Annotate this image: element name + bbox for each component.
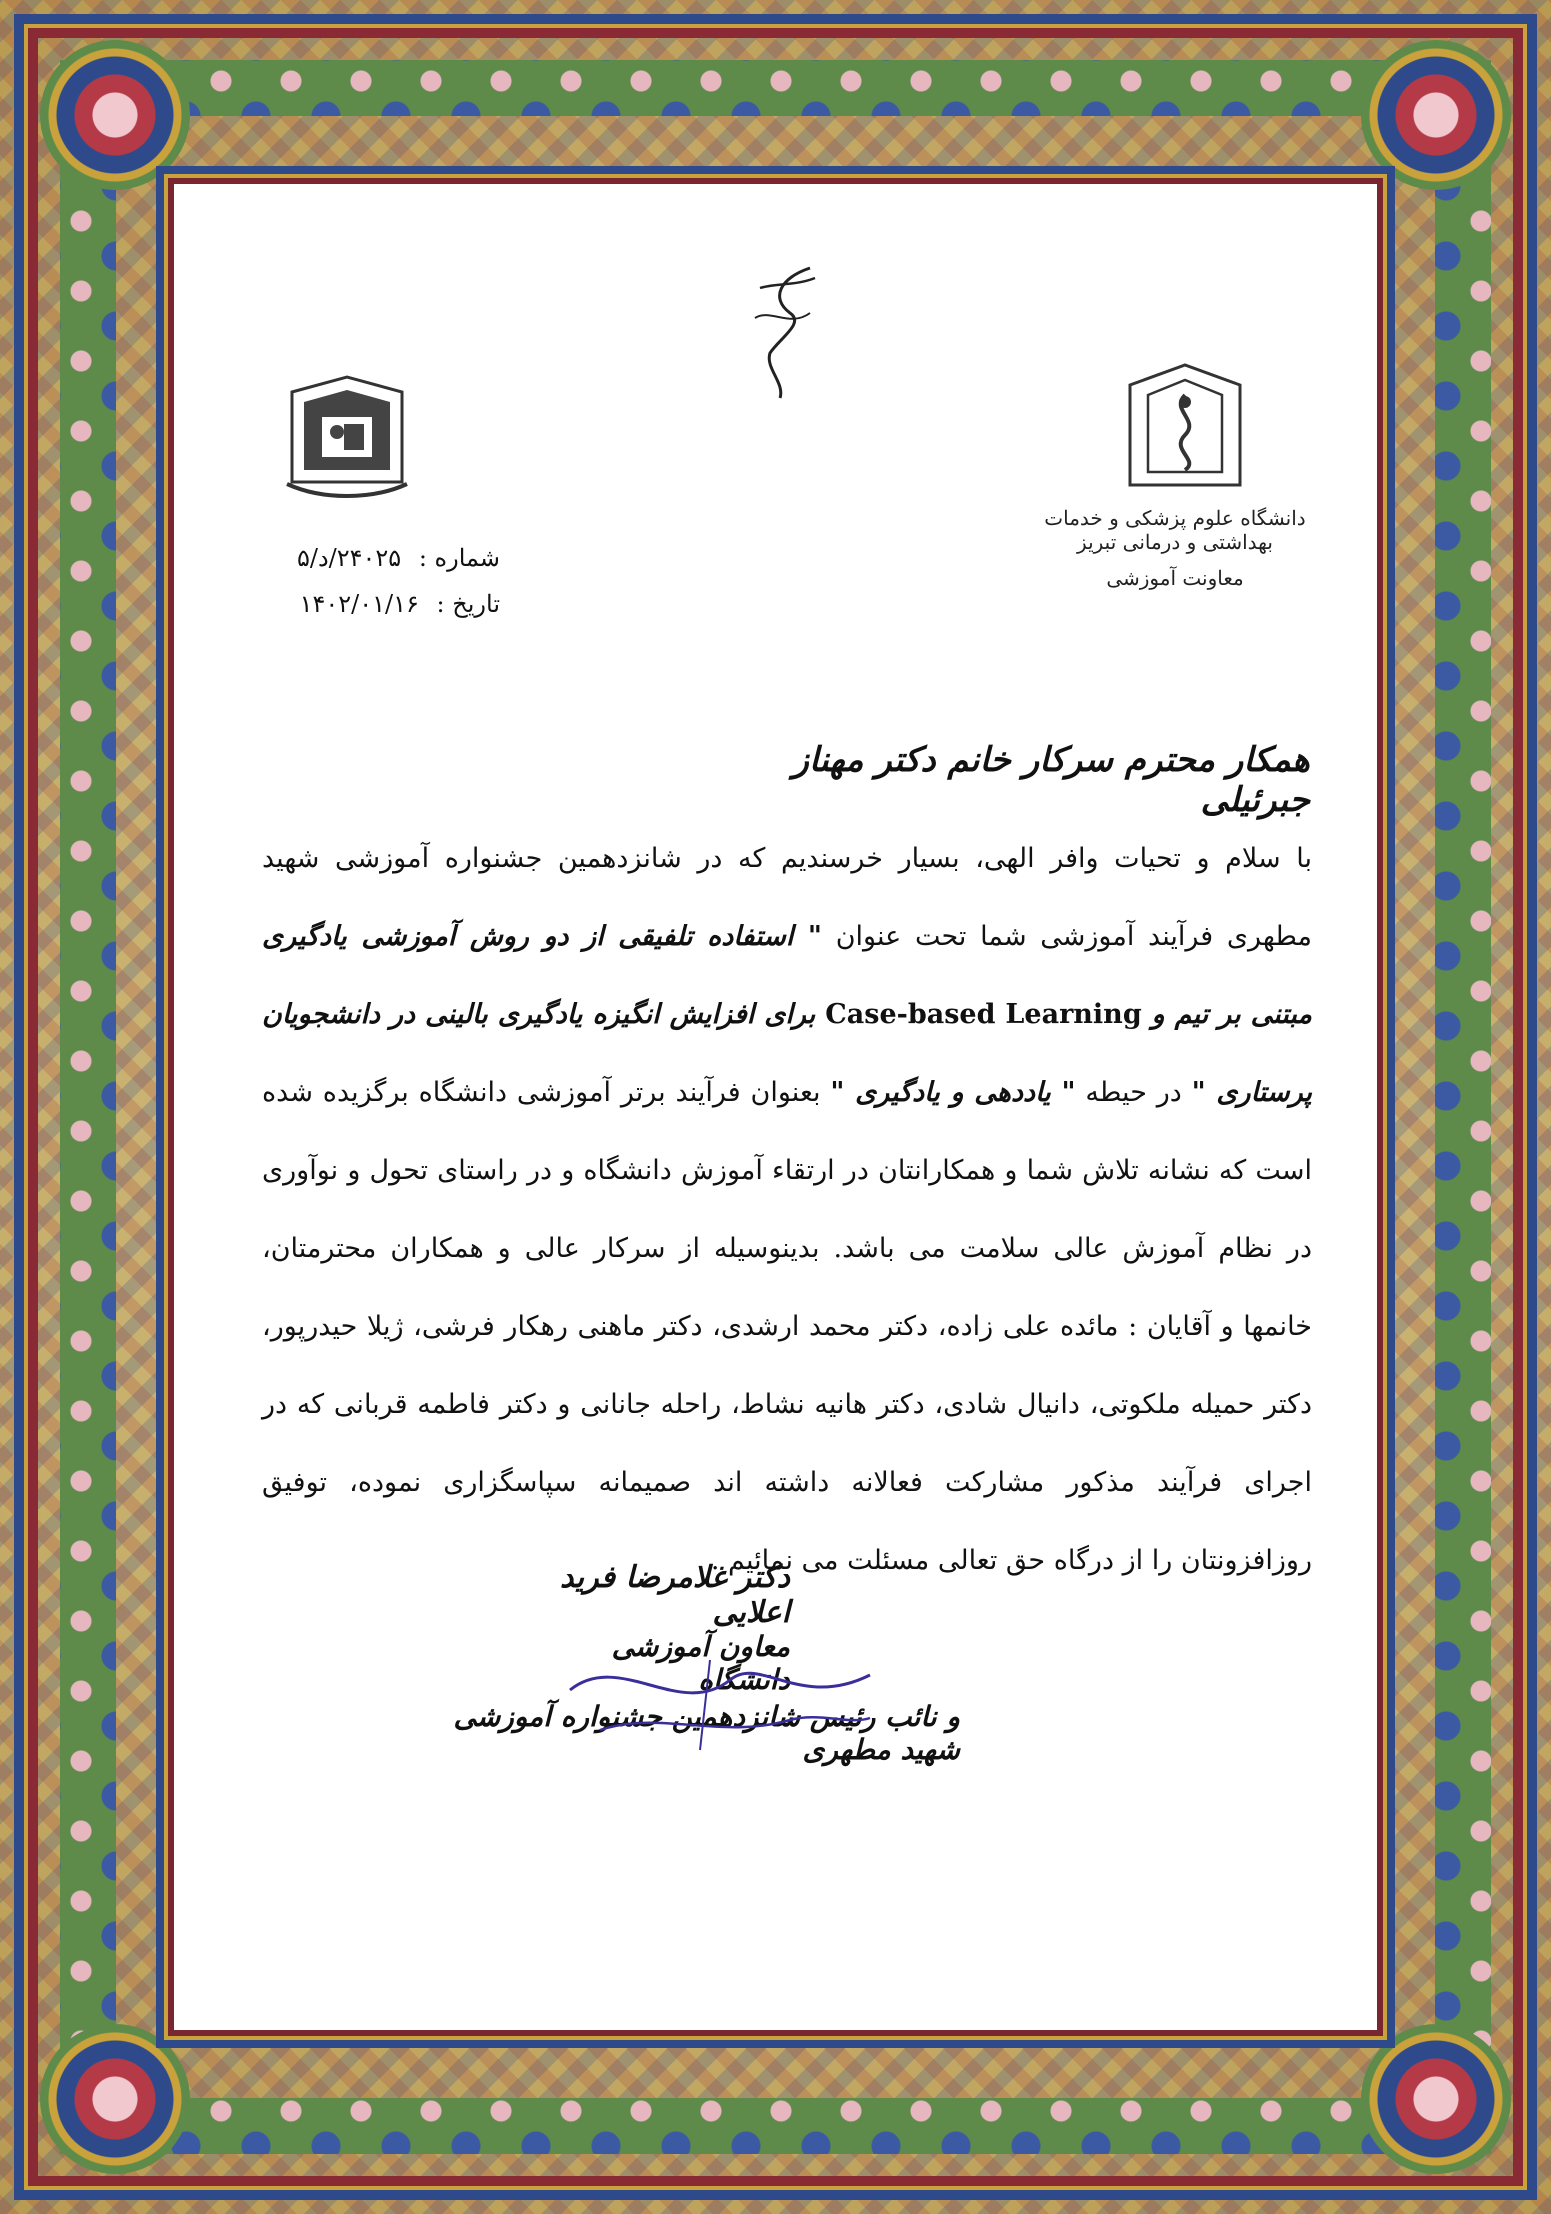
letter-body <box>262 820 1312 1600</box>
letter-date <box>240 590 500 618</box>
corner-rosette <box>1361 2024 1511 2174</box>
body-part-1: با سلام و تحیات وافر الهی، بسیار خرسندیم که در شانزدهمین جشنواره آموزشی شهید مطهری فرآیند آموزشی شما تحت عنوان <box>262 843 1312 952</box>
body-part-2: در حیطه <box>1075 1077 1192 1108</box>
festival-domain: " یاددهی و یادگیری " <box>830 1077 1076 1108</box>
festival-logo <box>282 372 412 512</box>
project-title-en: Case-based Learning <box>825 999 1142 1030</box>
bismillah-calligraphy <box>740 258 830 408</box>
letter-number <box>240 544 500 572</box>
signatory-name: دکتر غلامرضا فرید اعلایی <box>560 1560 790 1630</box>
letter-number-label: شماره : <box>418 544 500 572</box>
signatory-role: و نائب رئیس شانزدهمین جشنواره آموزشی شهید مطهری <box>453 1700 960 1766</box>
project-title-b: برای افزایش انگیزه یادگیری بالینی در دانشجویان پرستاری " <box>262 999 1312 1108</box>
body-part-3: بعنوان فرآیند برتر آموزشی دانشگاه برگزیده شده است که نشانه تلاش شما و همکارانتان در ارتقاء آموزش دانشگاه و در راستای تحول و نوآوری در نظام آموزش عالی سلامت می باشد. بدینوسیله از سرکار عالی و همکاران محترمتان، خانمها و آقایان : مائده علی زاده، دکتر محمد ارشدی، دکتر ماهنی رهکار فرشی، ژیلا حیدرپور، دکتر حمیله ملکوتی، دانیال شادی، دکتر هانیه نشاط، راحله جانانی و دکتر فاطمه قربانی که در اجرای فرآیند مذکور مشارکت فعالانه داشته اند صمیمانه سپاسگزاری نموده، توفیق روزافزونتان را از درگاه حق تعالی مسئلت می نمائیم . <box>262 1077 1312 1576</box>
signatory-title: معاون آموزشی دانشگاه <box>611 1630 790 1696</box>
letter-date-label: تاریخ : <box>436 590 500 618</box>
university-name: دانشگاه علوم پزشکی و خدمات بهداشتی و درمانی تبریز <box>1044 506 1306 554</box>
corner-rosette <box>40 40 190 190</box>
letter-number-value: ۲۴۰۲۵/د/۵ <box>296 544 402 572</box>
handwritten-signature <box>560 1630 880 1760</box>
university-logo <box>1120 360 1250 500</box>
letter-date-value: ۱۴۰۲/۰۱/۱۶ <box>299 590 419 618</box>
corner-rosette <box>1361 40 1511 190</box>
project-title-a: " استفاده تلفیقی از دو روش آموزشی یادگیری مبتنی بر تیم و <box>262 921 1312 1030</box>
corner-rosette <box>40 2024 190 2174</box>
department-name: معاونت آموزشی <box>1106 566 1244 590</box>
salutation: همکار محترم سرکار خانم دکتر مهناز جبرئیلی <box>792 740 1310 820</box>
